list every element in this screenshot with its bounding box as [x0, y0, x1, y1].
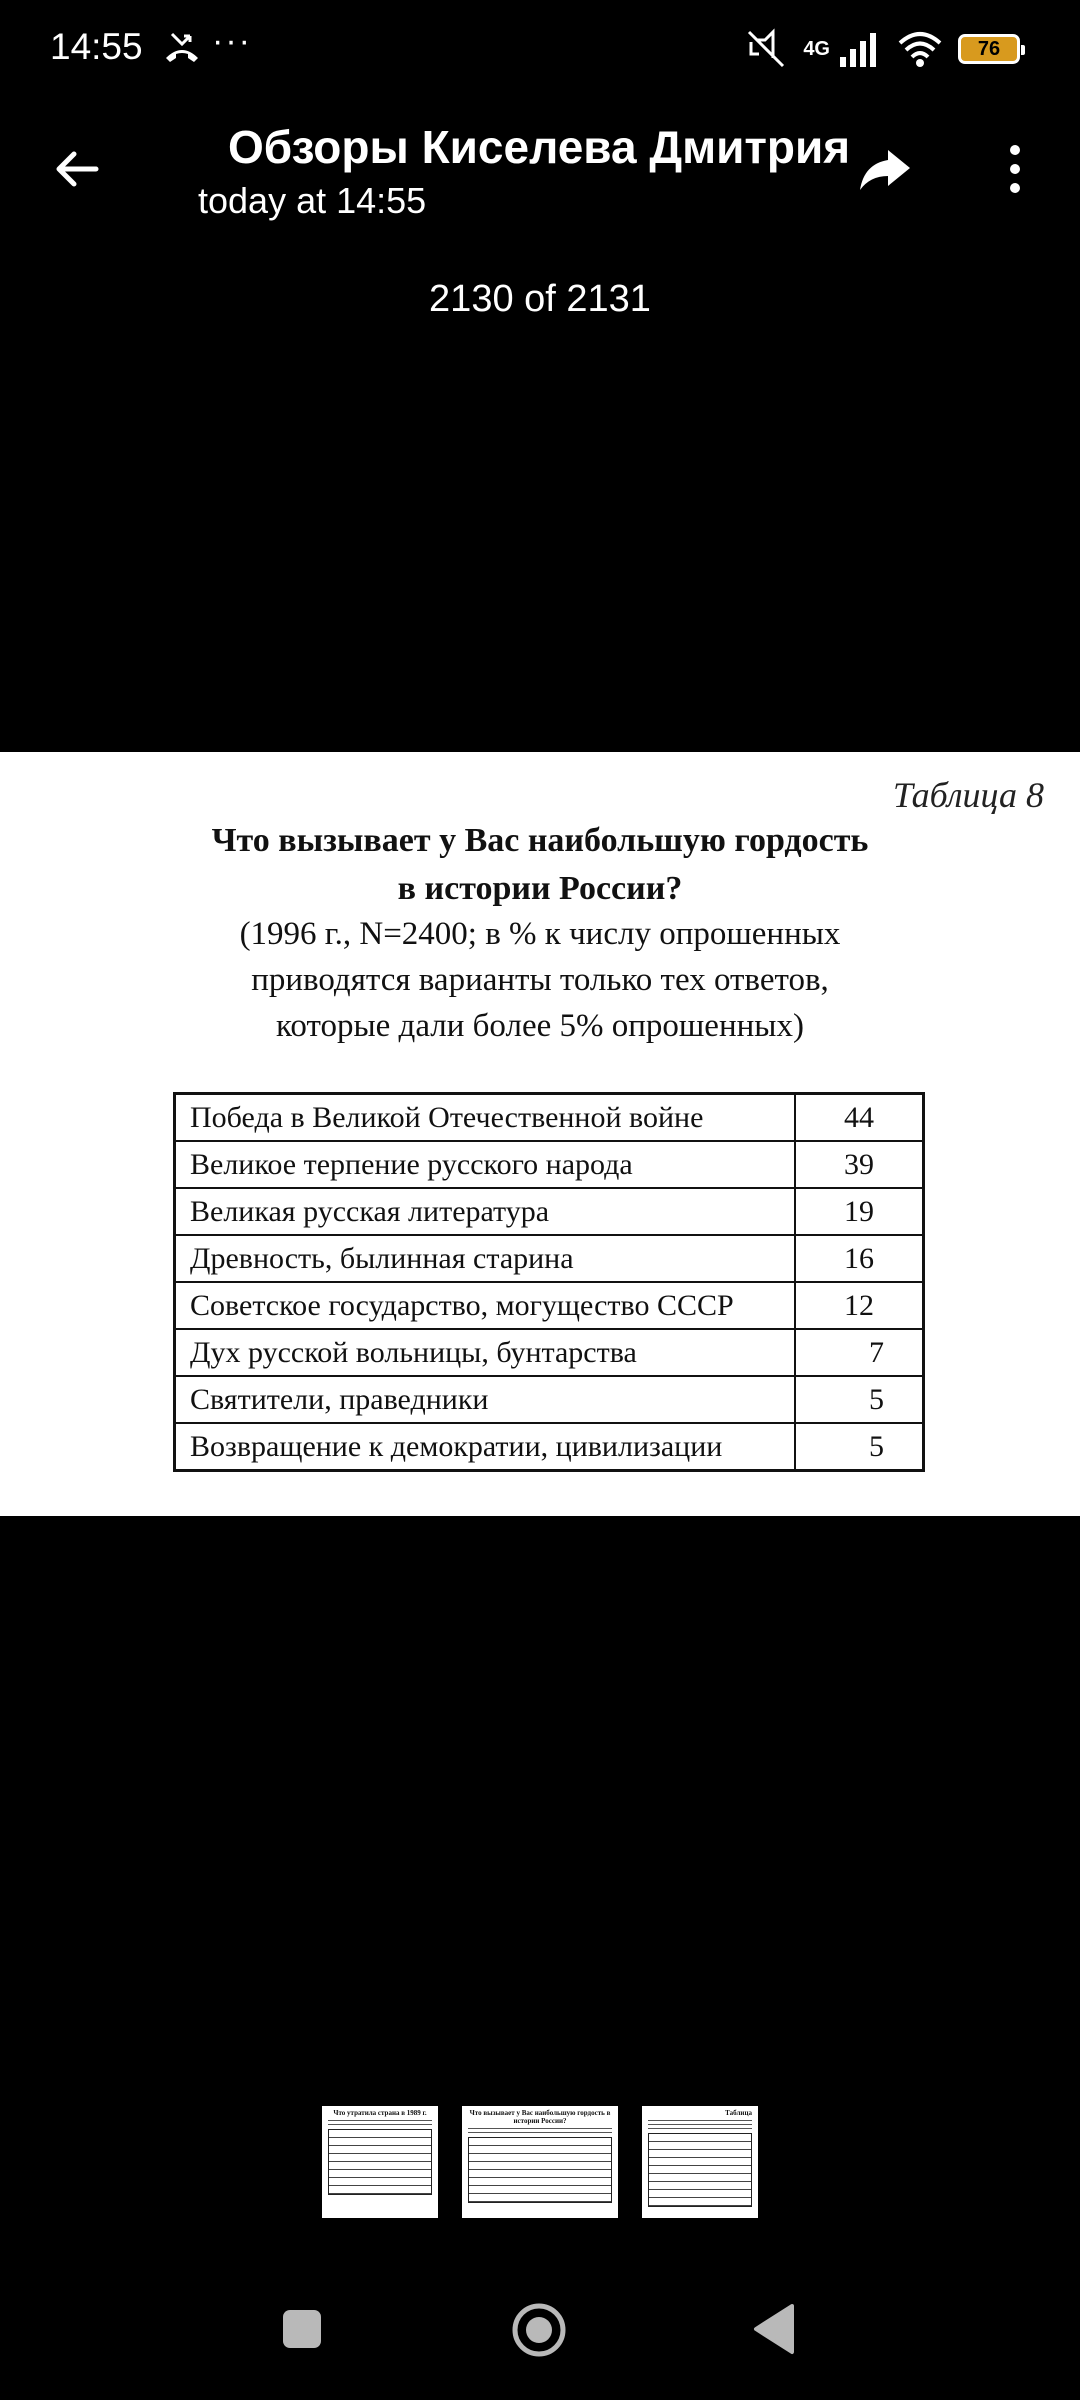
battery-icon	[958, 34, 1020, 64]
status-time: 14:55	[50, 26, 143, 67]
missed-call-icon	[162, 28, 202, 68]
thumbnail-caption: Таблица	[725, 2109, 752, 2117]
table-row	[175, 1282, 924, 1329]
status-icons	[743, 26, 1020, 72]
back-triangle-icon[interactable]	[752, 2302, 796, 2356]
signal-icon	[836, 29, 882, 69]
table-row	[175, 1376, 924, 1423]
row-label: Советское государство, могущество СССР	[175, 1282, 796, 1329]
mute-icon	[743, 28, 789, 70]
table-row	[175, 1235, 924, 1282]
row-value: 12	[795, 1282, 924, 1329]
status-more-icon: ···	[212, 22, 252, 60]
doc-subtitle-line2: приводятся варианты только тех ответов,	[251, 962, 829, 998]
doc-subtitle-line1: (1996 г., N=2400; в % к числу опрошенных	[239, 916, 841, 952]
status-bar	[0, 0, 1080, 100]
thumbnail-caption: Что утратила страна в 1989 г.	[333, 2109, 427, 2117]
recents-icon[interactable]	[283, 2310, 321, 2348]
row-value: 19	[795, 1188, 924, 1235]
thumbnail-strip	[0, 2106, 1080, 2226]
row-label: Святители, праведники	[175, 1376, 796, 1423]
network-type: 4G	[803, 37, 830, 60]
table-label: Таблица 8	[892, 775, 1044, 815]
row-label: Древность, былинная старина	[175, 1235, 796, 1282]
table-row	[175, 1141, 924, 1188]
survey-table	[173, 1092, 925, 1472]
row-value: 5	[795, 1376, 924, 1423]
more-options-button[interactable]	[985, 134, 1045, 204]
thumbnail-previous[interactable]	[322, 2106, 438, 2218]
home-icon[interactable]	[511, 2302, 567, 2358]
wifi-icon	[896, 29, 944, 69]
row-value: 44	[795, 1094, 924, 1142]
back-button[interactable]	[42, 134, 112, 204]
row-label: Великое терпение русского народа	[175, 1141, 796, 1188]
table-row	[175, 1094, 924, 1142]
table-row	[175, 1423, 924, 1471]
photo-content[interactable]	[0, 752, 1080, 1516]
row-value: 5	[795, 1423, 924, 1471]
viewer-toolbar	[0, 100, 1080, 330]
doc-title-line2: в истории России?	[397, 870, 683, 907]
system-nav-bar	[0, 2262, 1080, 2400]
row-label: Победа в Великой Отечественной войне	[175, 1094, 796, 1142]
row-value: 7	[795, 1329, 924, 1376]
photo-counter: 2130 of 2131	[429, 278, 651, 320]
share-button[interactable]	[850, 134, 920, 204]
row-label: Дух русской вольницы, бунтарства	[175, 1329, 796, 1376]
thumbnail-current[interactable]	[462, 2106, 618, 2218]
message-date: today at 14:55	[198, 180, 427, 221]
more-vert-icon	[1010, 145, 1020, 155]
battery-level: 76	[977, 37, 1001, 60]
back-arrow-icon	[52, 144, 102, 194]
table-row	[175, 1329, 924, 1376]
chat-title: Обзоры Киселева Дмитрия	[228, 121, 851, 173]
row-label: Возвращение к демократии, цивилизации	[175, 1423, 796, 1471]
row-label: Великая русская литература	[175, 1188, 796, 1235]
thumbnail-caption: Что вызывает у Вас наибольшую гордость в истории России?	[469, 2109, 611, 2125]
thumbnail-next[interactable]	[642, 2106, 758, 2218]
doc-title-line1: Что вызывает у Вас наибольшую гордость	[211, 822, 869, 859]
doc-subtitle-line3: которые дали более 5% опрошенных)	[276, 1008, 804, 1044]
row-value: 39	[795, 1141, 924, 1188]
share-icon	[858, 146, 912, 192]
row-value: 16	[795, 1235, 924, 1282]
table-row	[175, 1188, 924, 1235]
